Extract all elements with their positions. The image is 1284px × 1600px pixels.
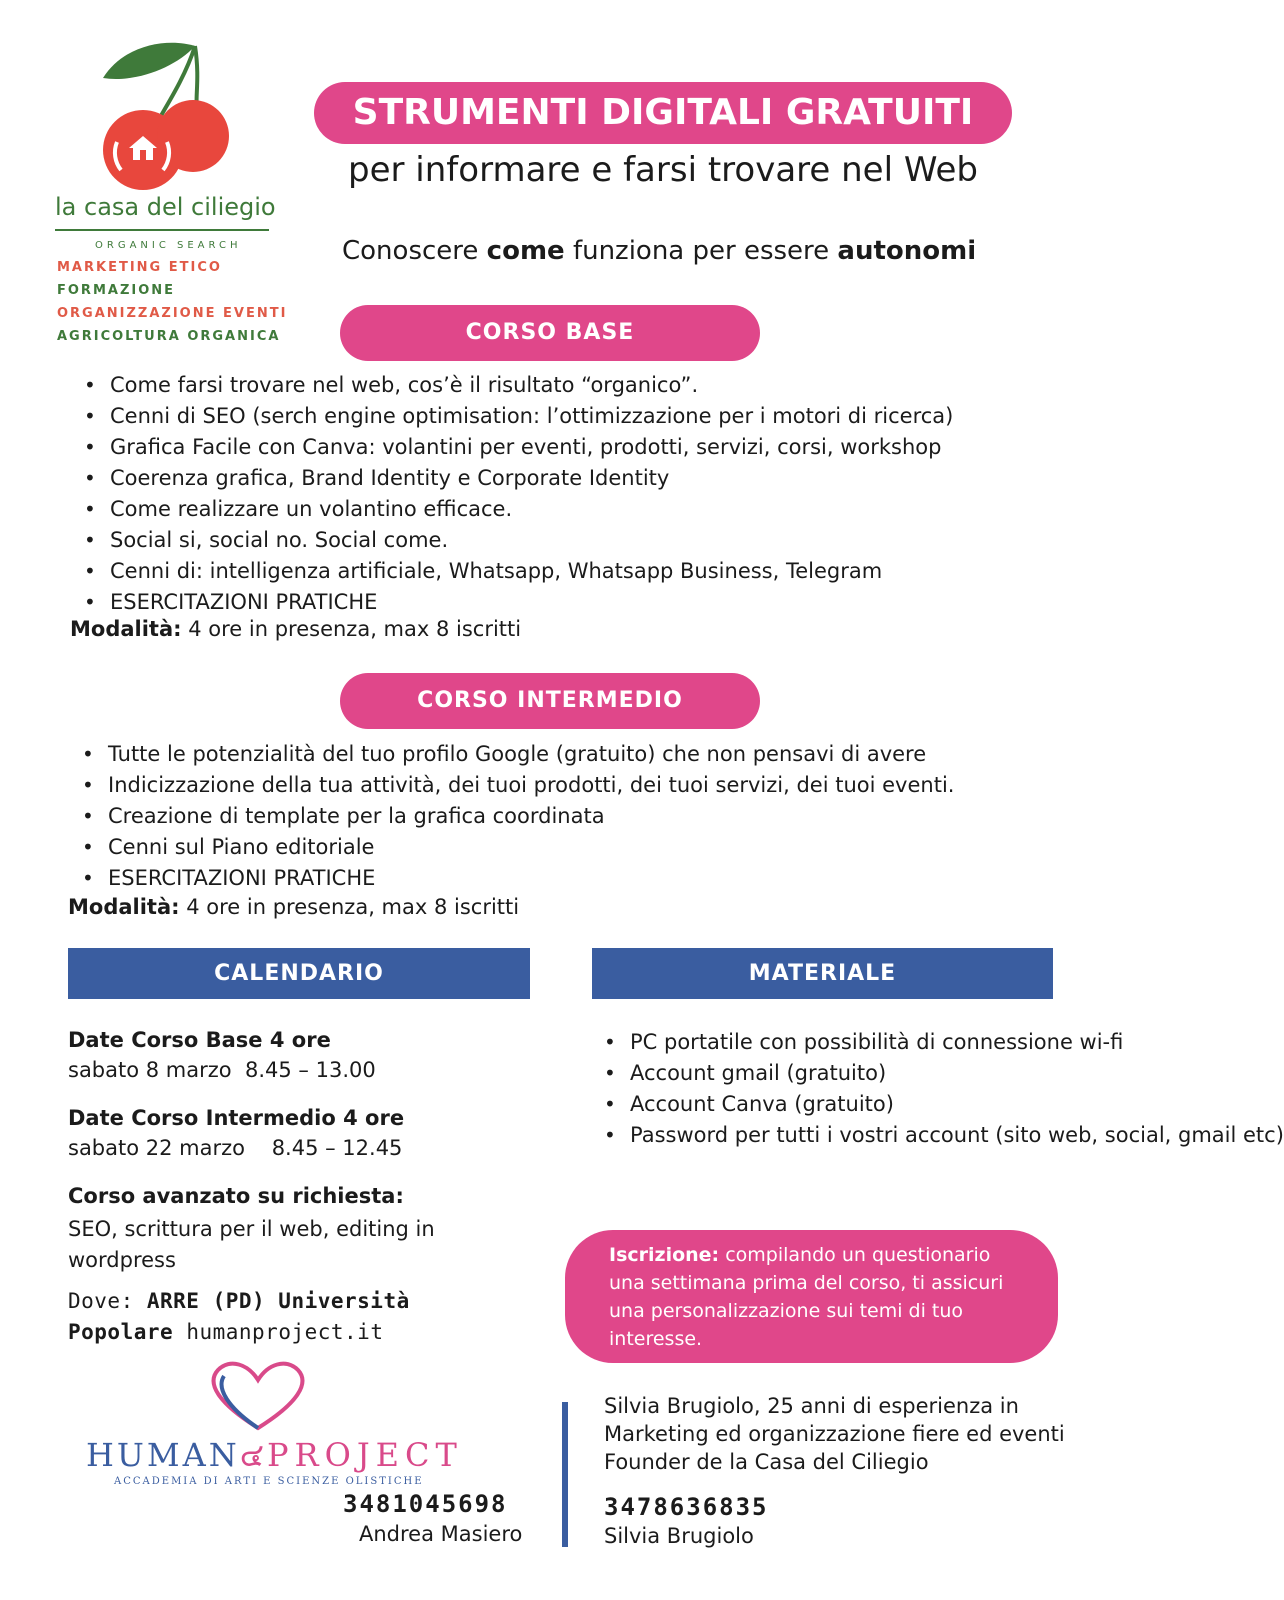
calendario-content [68, 1028, 508, 1348]
list-item: • Cenni sul Piano editoriale [68, 832, 954, 863]
contact-left-phone: 3481045698 [343, 1490, 508, 1518]
advanced-text: SEO, scrittura per il web, editing in wordpress [68, 1217, 435, 1272]
contact-right-phone: 3478636835 [604, 1493, 769, 1521]
service-agricoltura: AGRICOLTURA ORGANICA [57, 329, 281, 344]
contact-right-bio: Silvia Brugiolo, 25 anni di esperienza in Marketing ed organizzazione fiere ed eventi Founder de la Casa del Ciliegio [604, 1394, 1065, 1474]
logo [55, 38, 285, 253]
calendario-title: CALENDARIO [68, 948, 530, 999]
logo-tagline: ORGANIC SEARCH [95, 240, 242, 251]
list-item: • Cenni di SEO (serch engine optimisation: l’ottimizzazione per i motori di ricerca) [70, 401, 953, 432]
service-formazione: FORMAZIONE [57, 283, 176, 298]
materiale-list [590, 1027, 1284, 1151]
contact-left-name: Andrea Masiero [359, 1522, 523, 1546]
list-item: • ESERCITAZIONI PRATICHE [70, 587, 953, 618]
corso-base-title: CORSO BASE [340, 305, 760, 361]
base-dates-heading: Date Corso Base 4 ore [68, 1028, 331, 1052]
human-text: HUMAN [86, 1436, 240, 1474]
list-item: • Cenni di: intelligenza artificiale, Whatsapp, Whatsapp Business, Telegram [70, 556, 953, 587]
logo-services [57, 260, 287, 344]
list-item: • Password per tutti i vostri account (sito web, social, gmail etc) [590, 1120, 1020, 1151]
vertical-divider [562, 1402, 568, 1547]
page-title: STRUMENTI DIGITALI GRATUITI [314, 82, 1012, 144]
project-text: PROJECT [266, 1436, 463, 1474]
list-item: • Account Canva (gratuito) [590, 1089, 1020, 1120]
list-item: • Come realizzare un volantino efficace. [70, 494, 953, 525]
list-item: • Tutte le potenzialità del tuo profilo Google (gratuito) che non pensavi di avere [68, 739, 954, 770]
corso-base-modalita: Modalità: 4 ore in presenza, max 8 iscritti [70, 617, 522, 641]
contact-right-name: Silvia Brugiolo [604, 1524, 754, 1548]
service-eventi: ORGANIZZAZIONE EVENTI [57, 306, 288, 321]
corso-intermedio-modalita: Modalità: 4 ore in presenza, max 8 iscritti [68, 895, 520, 919]
service-marketing: MARKETING ETICO [57, 260, 222, 275]
list-item: • Creazione di template per la grafica coordinata [68, 801, 954, 832]
list-item: • Indicizzazione della tua attività, dei tuoi prodotti, dei tuoi servizi, dei tuoi eventi. [68, 770, 954, 801]
iscrizione-box: Iscrizione: compilando un questionario una settimana prima del corso, ti assicuri una personalizzazione sui temi di tuo interesse. [565, 1230, 1058, 1363]
spiral-icon: ๔ [239, 1436, 267, 1474]
page-subtitle: per informare e farsi trovare nel Web [348, 150, 978, 190]
advanced-heading: Corso avanzato su richiesta: [68, 1184, 404, 1208]
list-item: • Account gmail (gratuito) [590, 1058, 1020, 1089]
inter-dates-heading: Date Corso Intermedio 4 ore [68, 1106, 405, 1130]
corso-intermedio-title: CORSO INTERMEDIO [340, 673, 760, 729]
list-item: • Coerenza grafica, Brand Identity e Corporate Identity [70, 463, 953, 494]
location: Dove: ARRE (PD) Università Popolare humanproject.it [68, 1289, 410, 1344]
list-item: • ESERCITAZIONI PRATICHE [68, 863, 954, 894]
list-item: • Grafica Facile con Canva: volantini per eventi, prodotti, servizi, corsi, workshop [70, 432, 953, 463]
list-item: • Come farsi trovare nel web, cos’è il risultato “organico”. [70, 370, 953, 401]
inter-dates: sabato 22 marzo 8.45 – 12.45 [68, 1136, 403, 1160]
logo-name: la casa del ciliegio [55, 193, 276, 221]
page-tagline: Conoscere come funziona per essere autonomi [342, 236, 977, 266]
corso-base-list [70, 370, 953, 618]
human-project-logo [80, 1358, 463, 1493]
materiale-title: MATERIALE [592, 948, 1053, 999]
cherry-house-icon [55, 38, 285, 198]
base-dates: sabato 8 marzo 8.45 – 13.00 [68, 1058, 376, 1082]
heart-icon [198, 1358, 318, 1438]
list-item: • PC portatile con possibilità di connessione wi-fi [590, 1027, 1020, 1058]
human-project-sub: ACCADEMIA DI ARTI E SCIENZE OLISTICHE [114, 1476, 424, 1487]
list-item: • Social si, social no. Social come. [70, 525, 953, 556]
corso-intermedio-list [68, 739, 954, 894]
